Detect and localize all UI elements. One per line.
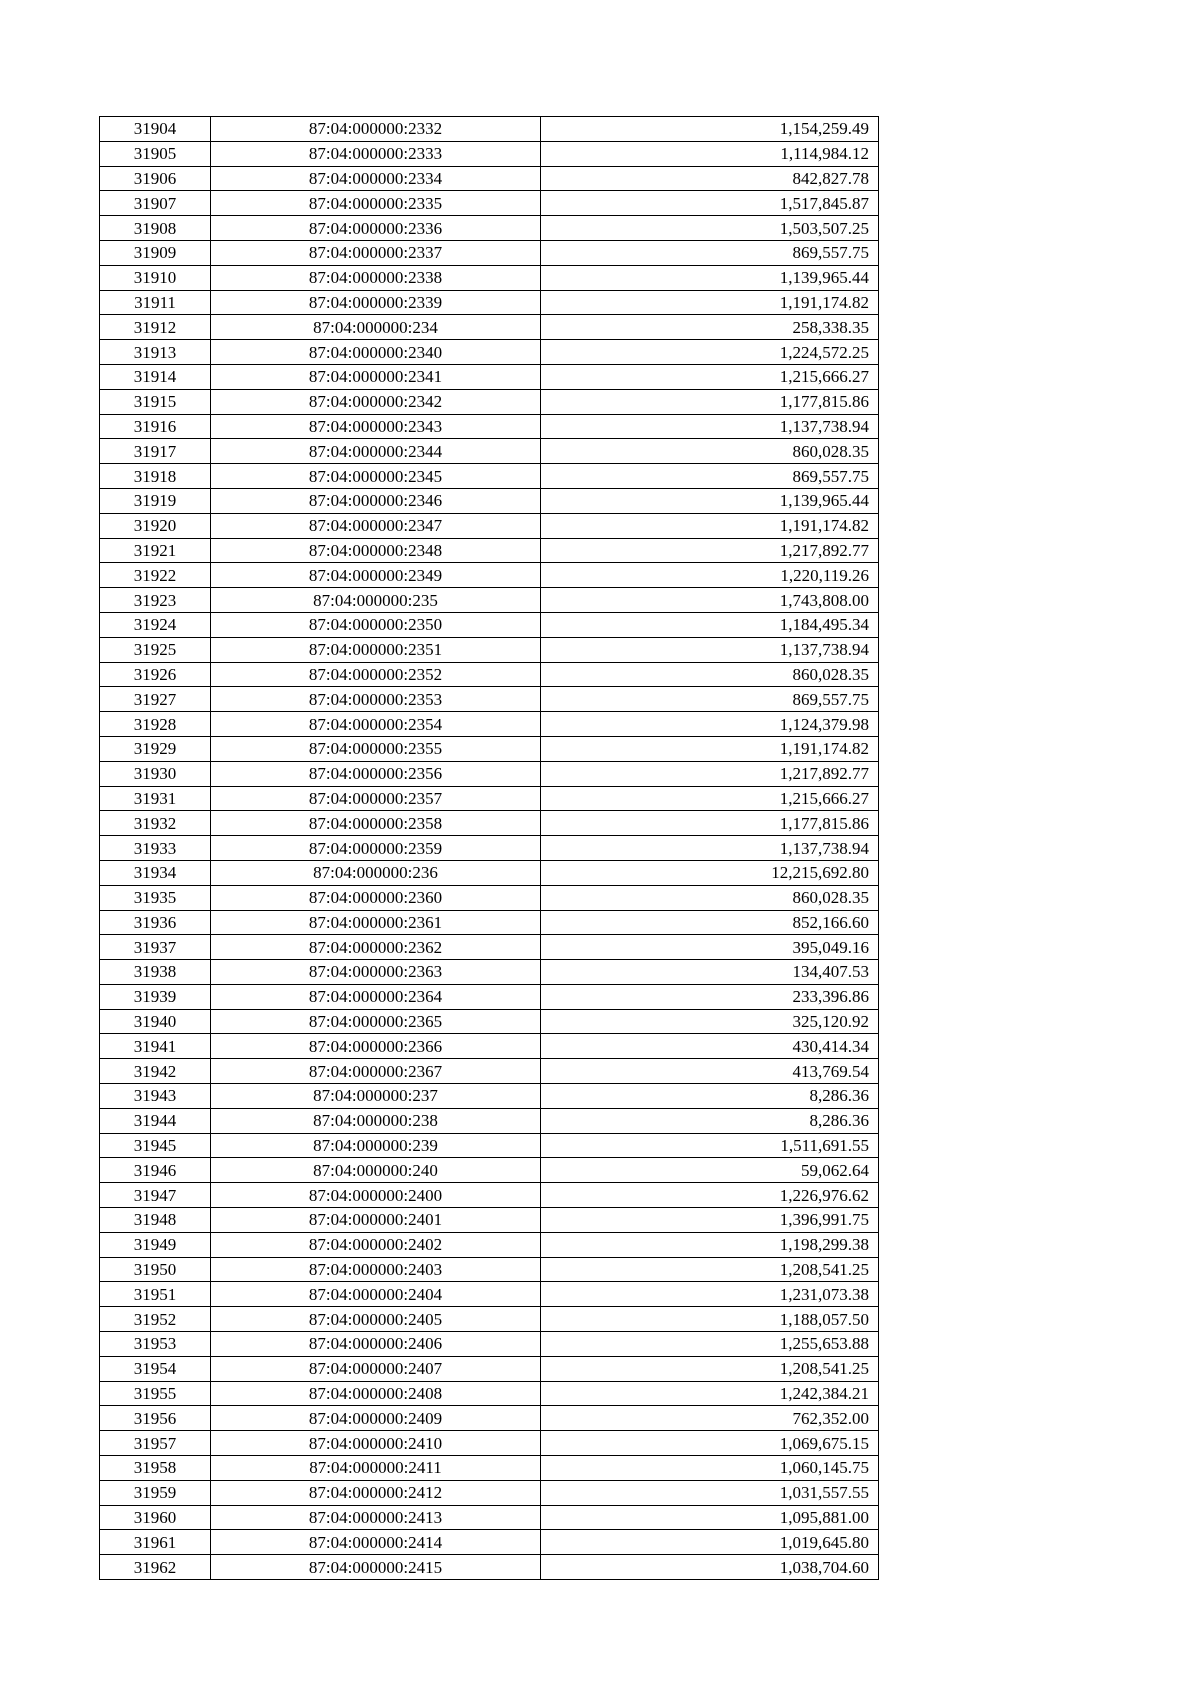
table-row	[100, 166, 879, 191]
row-number-cell: 31946	[100, 1158, 211, 1183]
table-row	[100, 216, 879, 241]
value-cell: 1,208,541.25	[541, 1356, 879, 1381]
cadastral-number-cell: 87:04:000000:2336	[211, 216, 541, 241]
row-number-cell: 31934	[100, 860, 211, 885]
table-row	[100, 538, 879, 563]
cadastral-number-cell: 87:04:000000:2351	[211, 637, 541, 662]
value-cell: 1,743,808.00	[541, 588, 879, 613]
table-row	[100, 1406, 879, 1431]
cadastral-number-cell: 87:04:000000:2360	[211, 885, 541, 910]
cadastral-number-cell: 87:04:000000:2345	[211, 464, 541, 489]
table-row	[100, 389, 879, 414]
row-number-cell: 31961	[100, 1530, 211, 1555]
value-cell: 1,217,892.77	[541, 538, 879, 563]
value-cell: 395,049.16	[541, 935, 879, 960]
table-row	[100, 1257, 879, 1282]
table-row	[100, 364, 879, 389]
cadastral-number-cell: 87:04:000000:2344	[211, 439, 541, 464]
row-number-cell: 31910	[100, 265, 211, 290]
row-number-cell: 31919	[100, 488, 211, 513]
table-row	[100, 1232, 879, 1257]
cadastral-number-cell: 87:04:000000:2349	[211, 563, 541, 588]
table-row	[100, 761, 879, 786]
table-row	[100, 662, 879, 687]
row-number-cell: 31914	[100, 364, 211, 389]
table-row	[100, 1381, 879, 1406]
row-number-cell: 31959	[100, 1480, 211, 1505]
cadastral-number-cell: 87:04:000000:2332	[211, 117, 541, 142]
row-number-cell: 31931	[100, 786, 211, 811]
value-cell: 1,242,384.21	[541, 1381, 879, 1406]
table-row	[100, 588, 879, 613]
cadastral-number-cell: 87:04:000000:2356	[211, 761, 541, 786]
table-row	[100, 1332, 879, 1357]
row-number-cell: 31951	[100, 1282, 211, 1307]
cadastral-number-cell: 87:04:000000:2365	[211, 1009, 541, 1034]
cadastral-number-cell: 87:04:000000:2404	[211, 1282, 541, 1307]
value-cell: 1,217,892.77	[541, 761, 879, 786]
table-row	[100, 1183, 879, 1208]
table-row	[100, 1431, 879, 1456]
row-number-cell: 31935	[100, 885, 211, 910]
row-number-cell: 31938	[100, 960, 211, 985]
cadastral-number-cell: 87:04:000000:2347	[211, 513, 541, 538]
value-cell: 1,215,666.27	[541, 786, 879, 811]
row-number-cell: 31960	[100, 1505, 211, 1530]
row-number-cell: 31947	[100, 1183, 211, 1208]
value-cell: 1,517,845.87	[541, 191, 879, 216]
cadastral-number-cell: 87:04:000000:2346	[211, 488, 541, 513]
value-cell: 1,215,666.27	[541, 364, 879, 389]
cadastral-number-cell: 87:04:000000:236	[211, 860, 541, 885]
value-cell: 1,220,119.26	[541, 563, 879, 588]
value-cell: 1,255,653.88	[541, 1332, 879, 1357]
table-row	[100, 464, 879, 489]
value-cell: 1,231,073.38	[541, 1282, 879, 1307]
row-number-cell: 31912	[100, 315, 211, 340]
table-row	[100, 1456, 879, 1481]
cadastral-number-cell: 87:04:000000:2343	[211, 414, 541, 439]
value-cell: 1,396,991.75	[541, 1208, 879, 1233]
table-row	[100, 1356, 879, 1381]
cadastral-number-cell: 87:04:000000:2348	[211, 538, 541, 563]
value-cell: 860,028.35	[541, 885, 879, 910]
cadastral-number-cell: 87:04:000000:2414	[211, 1530, 541, 1555]
table-row	[100, 1158, 879, 1183]
row-number-cell: 31933	[100, 836, 211, 861]
value-cell: 258,338.35	[541, 315, 879, 340]
row-number-cell: 31921	[100, 538, 211, 563]
row-number-cell: 31954	[100, 1356, 211, 1381]
value-cell: 1,184,495.34	[541, 612, 879, 637]
table-row	[100, 563, 879, 588]
table-row	[100, 935, 879, 960]
table-row	[100, 191, 879, 216]
row-number-cell: 31929	[100, 736, 211, 761]
value-cell: 8,286.36	[541, 1108, 879, 1133]
value-cell: 869,557.75	[541, 687, 879, 712]
row-number-cell: 31957	[100, 1431, 211, 1456]
row-number-cell: 31906	[100, 166, 211, 191]
table-row	[100, 141, 879, 166]
row-number-cell: 31962	[100, 1555, 211, 1580]
value-cell: 1,177,815.86	[541, 389, 879, 414]
value-cell: 430,414.34	[541, 1034, 879, 1059]
cadastral-number-cell: 87:04:000000:2359	[211, 836, 541, 861]
cadastral-number-cell: 87:04:000000:2409	[211, 1406, 541, 1431]
cadastral-number-cell: 87:04:000000:2341	[211, 364, 541, 389]
row-number-cell: 31915	[100, 389, 211, 414]
cadastral-number-cell: 87:04:000000:2350	[211, 612, 541, 637]
row-number-cell: 31922	[100, 563, 211, 588]
row-number-cell: 31955	[100, 1381, 211, 1406]
value-cell: 1,208,541.25	[541, 1257, 879, 1282]
cadastral-number-cell: 87:04:000000:2364	[211, 984, 541, 1009]
table-row	[100, 637, 879, 662]
row-number-cell: 31940	[100, 1009, 211, 1034]
cadastral-number-cell: 87:04:000000:2361	[211, 910, 541, 935]
cadastral-number-cell: 87:04:000000:2413	[211, 1505, 541, 1530]
table-row	[100, 786, 879, 811]
cadastral-number-cell: 87:04:000000:2353	[211, 687, 541, 712]
value-cell: 1,191,174.82	[541, 290, 879, 315]
table-row	[100, 712, 879, 737]
value-cell: 762,352.00	[541, 1406, 879, 1431]
table-row	[100, 1208, 879, 1233]
row-number-cell: 31941	[100, 1034, 211, 1059]
row-number-cell: 31911	[100, 290, 211, 315]
value-cell: 860,028.35	[541, 662, 879, 687]
row-number-cell: 31948	[100, 1208, 211, 1233]
cadastral-number-cell: 87:04:000000:235	[211, 588, 541, 613]
value-cell: 1,511,691.55	[541, 1133, 879, 1158]
row-number-cell: 31923	[100, 588, 211, 613]
row-number-cell: 31956	[100, 1406, 211, 1431]
table-row	[100, 1009, 879, 1034]
value-cell: 1,114,984.12	[541, 141, 879, 166]
cadastral-number-cell: 87:04:000000:2342	[211, 389, 541, 414]
value-cell: 842,827.78	[541, 166, 879, 191]
table-row	[100, 885, 879, 910]
value-cell: 134,407.53	[541, 960, 879, 985]
table-row	[100, 1505, 879, 1530]
cadastral-number-cell: 87:04:000000:2358	[211, 811, 541, 836]
table-row	[100, 315, 879, 340]
cadastral-number-cell: 87:04:000000:2366	[211, 1034, 541, 1059]
row-number-cell: 31913	[100, 340, 211, 365]
table-row	[100, 687, 879, 712]
cadastral-number-cell: 87:04:000000:2362	[211, 935, 541, 960]
cadastral-number-cell: 87:04:000000:2334	[211, 166, 541, 191]
row-number-cell: 31918	[100, 464, 211, 489]
value-cell: 59,062.64	[541, 1158, 879, 1183]
value-cell: 1,139,965.44	[541, 265, 879, 290]
cadastral-value-table	[99, 116, 879, 1580]
table-row	[100, 414, 879, 439]
table-row	[100, 811, 879, 836]
table-row	[100, 1108, 879, 1133]
value-cell: 413,769.54	[541, 1059, 879, 1084]
table-row	[100, 488, 879, 513]
table-row	[100, 836, 879, 861]
table-row	[100, 290, 879, 315]
value-cell: 325,120.92	[541, 1009, 879, 1034]
cadastral-number-cell: 87:04:000000:2333	[211, 141, 541, 166]
value-cell: 1,124,379.98	[541, 712, 879, 737]
table-row	[100, 984, 879, 1009]
row-number-cell: 31928	[100, 712, 211, 737]
cadastral-number-cell: 87:04:000000:2401	[211, 1208, 541, 1233]
cadastral-number-cell: 87:04:000000:2408	[211, 1381, 541, 1406]
value-cell: 1,095,881.00	[541, 1505, 879, 1530]
row-number-cell: 31932	[100, 811, 211, 836]
value-cell: 1,137,738.94	[541, 637, 879, 662]
cadastral-number-cell: 87:04:000000:237	[211, 1084, 541, 1109]
value-cell: 860,028.35	[541, 439, 879, 464]
table-row	[100, 1307, 879, 1332]
cadastral-number-cell: 87:04:000000:2410	[211, 1431, 541, 1456]
table-row	[100, 1059, 879, 1084]
row-number-cell: 31925	[100, 637, 211, 662]
table-row	[100, 340, 879, 365]
cadastral-number-cell: 87:04:000000:2335	[211, 191, 541, 216]
value-cell: 1,177,815.86	[541, 811, 879, 836]
value-cell: 1,198,299.38	[541, 1232, 879, 1257]
row-number-cell: 31949	[100, 1232, 211, 1257]
value-cell: 1,503,507.25	[541, 216, 879, 241]
value-cell: 8,286.36	[541, 1084, 879, 1109]
cadastral-number-cell: 87:04:000000:2337	[211, 240, 541, 265]
value-cell: 1,137,738.94	[541, 414, 879, 439]
row-number-cell: 31936	[100, 910, 211, 935]
cadastral-number-cell: 87:04:000000:2352	[211, 662, 541, 687]
cadastral-number-cell: 87:04:000000:2415	[211, 1555, 541, 1580]
row-number-cell: 31905	[100, 141, 211, 166]
table-row	[100, 1530, 879, 1555]
cadastral-number-cell: 87:04:000000:2400	[211, 1183, 541, 1208]
row-number-cell: 31930	[100, 761, 211, 786]
cadastral-number-cell: 87:04:000000:238	[211, 1108, 541, 1133]
table-row	[100, 513, 879, 538]
row-number-cell: 31942	[100, 1059, 211, 1084]
value-cell: 852,166.60	[541, 910, 879, 935]
cadastral-number-cell: 87:04:000000:2367	[211, 1059, 541, 1084]
value-cell: 1,191,174.82	[541, 736, 879, 761]
cadastral-number-cell: 87:04:000000:2357	[211, 786, 541, 811]
value-cell: 1,019,645.80	[541, 1530, 879, 1555]
value-cell: 1,188,057.50	[541, 1307, 879, 1332]
table-row	[100, 1555, 879, 1580]
row-number-cell: 31909	[100, 240, 211, 265]
table-row	[100, 612, 879, 637]
row-number-cell: 31937	[100, 935, 211, 960]
value-cell: 1,224,572.25	[541, 340, 879, 365]
cadastral-number-cell: 87:04:000000:2355	[211, 736, 541, 761]
cadastral-number-cell: 87:04:000000:2407	[211, 1356, 541, 1381]
value-cell: 869,557.75	[541, 240, 879, 265]
row-number-cell: 31917	[100, 439, 211, 464]
value-cell: 12,215,692.80	[541, 860, 879, 885]
table-row	[100, 860, 879, 885]
row-number-cell: 31939	[100, 984, 211, 1009]
cadastral-number-cell: 87:04:000000:2339	[211, 290, 541, 315]
value-cell: 1,154,259.49	[541, 117, 879, 142]
cadastral-number-cell: 87:04:000000:234	[211, 315, 541, 340]
table-row	[100, 265, 879, 290]
value-cell: 1,031,557.55	[541, 1480, 879, 1505]
table-body	[100, 117, 879, 1580]
row-number-cell: 31943	[100, 1084, 211, 1109]
table-row	[100, 1034, 879, 1059]
row-number-cell: 31953	[100, 1332, 211, 1357]
value-cell: 869,557.75	[541, 464, 879, 489]
row-number-cell: 31945	[100, 1133, 211, 1158]
cadastral-number-cell: 87:04:000000:2403	[211, 1257, 541, 1282]
row-number-cell: 31958	[100, 1456, 211, 1481]
cadastral-number-cell: 87:04:000000:2338	[211, 265, 541, 290]
table-row	[100, 910, 879, 935]
value-cell: 1,137,738.94	[541, 836, 879, 861]
cadastral-number-cell: 87:04:000000:2412	[211, 1480, 541, 1505]
cadastral-number-cell: 87:04:000000:2405	[211, 1307, 541, 1332]
row-number-cell: 31920	[100, 513, 211, 538]
row-number-cell: 31927	[100, 687, 211, 712]
value-cell: 1,069,675.15	[541, 1431, 879, 1456]
row-number-cell: 31916	[100, 414, 211, 439]
row-number-cell: 31924	[100, 612, 211, 637]
row-number-cell: 31950	[100, 1257, 211, 1282]
cadastral-number-cell: 87:04:000000:2354	[211, 712, 541, 737]
table-row	[100, 439, 879, 464]
row-number-cell: 31944	[100, 1108, 211, 1133]
row-number-cell: 31926	[100, 662, 211, 687]
row-number-cell: 31907	[100, 191, 211, 216]
cadastral-number-cell: 87:04:000000:2340	[211, 340, 541, 365]
cadastral-number-cell: 87:04:000000:239	[211, 1133, 541, 1158]
table-row	[100, 736, 879, 761]
value-cell: 1,139,965.44	[541, 488, 879, 513]
row-number-cell: 31904	[100, 117, 211, 142]
table-row	[100, 240, 879, 265]
cadastral-number-cell: 87:04:000000:2363	[211, 960, 541, 985]
row-number-cell: 31952	[100, 1307, 211, 1332]
table-row	[100, 117, 879, 142]
cadastral-number-cell: 87:04:000000:2406	[211, 1332, 541, 1357]
table-row	[100, 1480, 879, 1505]
value-cell: 1,226,976.62	[541, 1183, 879, 1208]
table-row	[100, 1282, 879, 1307]
row-number-cell: 31908	[100, 216, 211, 241]
value-cell: 1,038,704.60	[541, 1555, 879, 1580]
cadastral-number-cell: 87:04:000000:2411	[211, 1456, 541, 1481]
table-row	[100, 1084, 879, 1109]
value-cell: 1,191,174.82	[541, 513, 879, 538]
value-cell: 1,060,145.75	[541, 1456, 879, 1481]
value-cell: 233,396.86	[541, 984, 879, 1009]
cadastral-number-cell: 87:04:000000:2402	[211, 1232, 541, 1257]
table-row	[100, 1133, 879, 1158]
cadastral-number-cell: 87:04:000000:240	[211, 1158, 541, 1183]
table-row	[100, 960, 879, 985]
